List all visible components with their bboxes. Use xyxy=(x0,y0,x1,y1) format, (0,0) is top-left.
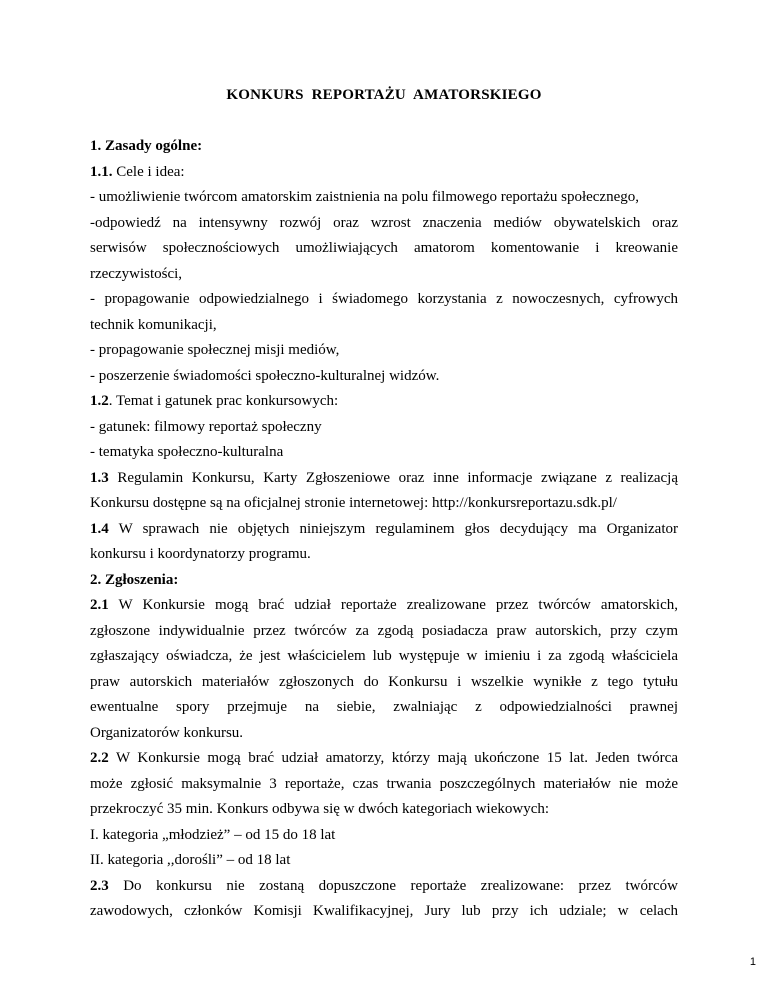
text-line: - poszerzenie świadomości społeczno-kulturalnej widzów. xyxy=(90,367,440,384)
text-line: zawodowych, członków Komisji Kwalifikacyjnej, Jury lub przy ich udziale; w celach xyxy=(90,903,678,919)
text-line: -odpowiedź na intensywny rozwój oraz wzrost znaczenia mediów obywatelskich oraz xyxy=(90,214,678,231)
text-line: - gatunek: filmowy reportaż społeczny xyxy=(90,418,322,435)
text-span: W Konkursie mogą brać udział reportaże zrealizowane przez twórców amatorskich, xyxy=(108,597,678,613)
paragraph-1-4 xyxy=(90,517,678,543)
document-body xyxy=(90,134,678,925)
text-line: może zgłosić maksymalnie 3 reportaże, czas trwania poszczególnych materiałów nie może xyxy=(90,775,678,792)
paragraph-number: 2.3 xyxy=(90,877,109,894)
page-number: 1 xyxy=(749,956,756,968)
text-line: ewentualne spory przejmuje na siebie, zwalniając z odpowiedzialności prawnej xyxy=(90,699,678,715)
paragraph-number: 2.2 xyxy=(90,750,109,766)
paragraph-2-1 xyxy=(90,593,678,619)
text-span: W sprawach nie objętych niniejszym regulaminem głos decydujący ma Organizator xyxy=(108,520,678,537)
text-span: Regulamin Konkursu, Karty Zgłoszeniowe oraz inne informacje związane z realizacją xyxy=(108,469,678,486)
paragraph-number: 1.2 xyxy=(90,393,109,409)
text-line: - propagowanie odpowiedzialnego i świadomego korzystania z nowoczesnych, cyfrowych xyxy=(90,291,678,307)
paragraph-1-2-heading xyxy=(90,389,678,415)
text-line: technik komunikacji, xyxy=(90,316,217,333)
paragraph-number: 1.3 xyxy=(90,469,109,486)
text-span: W Konkursie mogą brać udział amatorzy, którzy mają ukończone 15 lat. Jeden twórca xyxy=(108,750,678,766)
section-1-heading: 1. Zasady ogólne: xyxy=(90,138,203,154)
paragraph-2-2 xyxy=(90,746,678,772)
document-page xyxy=(90,0,678,994)
paragraph-number: 1.4 xyxy=(90,520,109,537)
paragraph-1-3 xyxy=(90,466,678,492)
text-line: II. kategoria ,,dorośli” – od 18 lat xyxy=(90,852,291,868)
text-line: praw autorskich materiałów zgłoszonych do Konkursu i wszelkie wynikłe z tego tytułu xyxy=(90,673,678,690)
paragraph-title: Cele i idea: xyxy=(112,163,185,180)
text-span: Do konkursu nie zostaną dopuszczone reportaże zrealizowane: przez twórców xyxy=(108,877,678,894)
paragraph-1-1-heading xyxy=(90,160,678,186)
text-line: Organizatorów konkursu. xyxy=(90,724,244,741)
text-line: rzeczywistości, xyxy=(90,265,183,282)
paragraph-number: 1.1. xyxy=(90,163,113,180)
text-line: zgłoszone indywidualnie przez twórców za zgodą posiadacza praw autorskich, przy czym xyxy=(90,622,678,639)
paragraph-2-3 xyxy=(90,874,678,900)
paragraph-title: . Temat i gatunek prac konkursowych: xyxy=(108,393,339,409)
section-2-heading: 2. Zgłoszenia: xyxy=(90,571,179,588)
document-title: KONKURS REPORTAŻU AMATORSKIEGO xyxy=(226,87,542,103)
text-line: Konkursu dostępne są na oficjalnej stronie internetowej: http://konkursreportazu.sdk.pl/ xyxy=(90,495,617,511)
text-line: zgłaszający oświadcza, że jest właścicielem lub występuje w imieniu i za zgodą właściciela xyxy=(90,648,678,664)
text-line: - umożliwienie twórcom amatorskim zaistnienia na polu filmowego reportażu społecznego, xyxy=(90,189,639,205)
text-line: konkursu i koordynatorzy programu. xyxy=(90,546,311,562)
text-line: przekroczyć 35 min. Konkurs odbywa się w dwóch kategoriach wiekowych: xyxy=(90,801,550,817)
text-line: serwisów społecznościowych umożliwiających amatorom komentowanie i kreowanie xyxy=(90,240,678,256)
text-line: - tematyka społeczno-kulturalna xyxy=(90,444,284,460)
text-line: - propagowanie społecznej misji mediów, xyxy=(90,342,340,358)
paragraph-number: 2.1 xyxy=(90,597,109,613)
text-line: I. kategoria „młodzież” – od 15 do 18 lat xyxy=(90,826,336,843)
